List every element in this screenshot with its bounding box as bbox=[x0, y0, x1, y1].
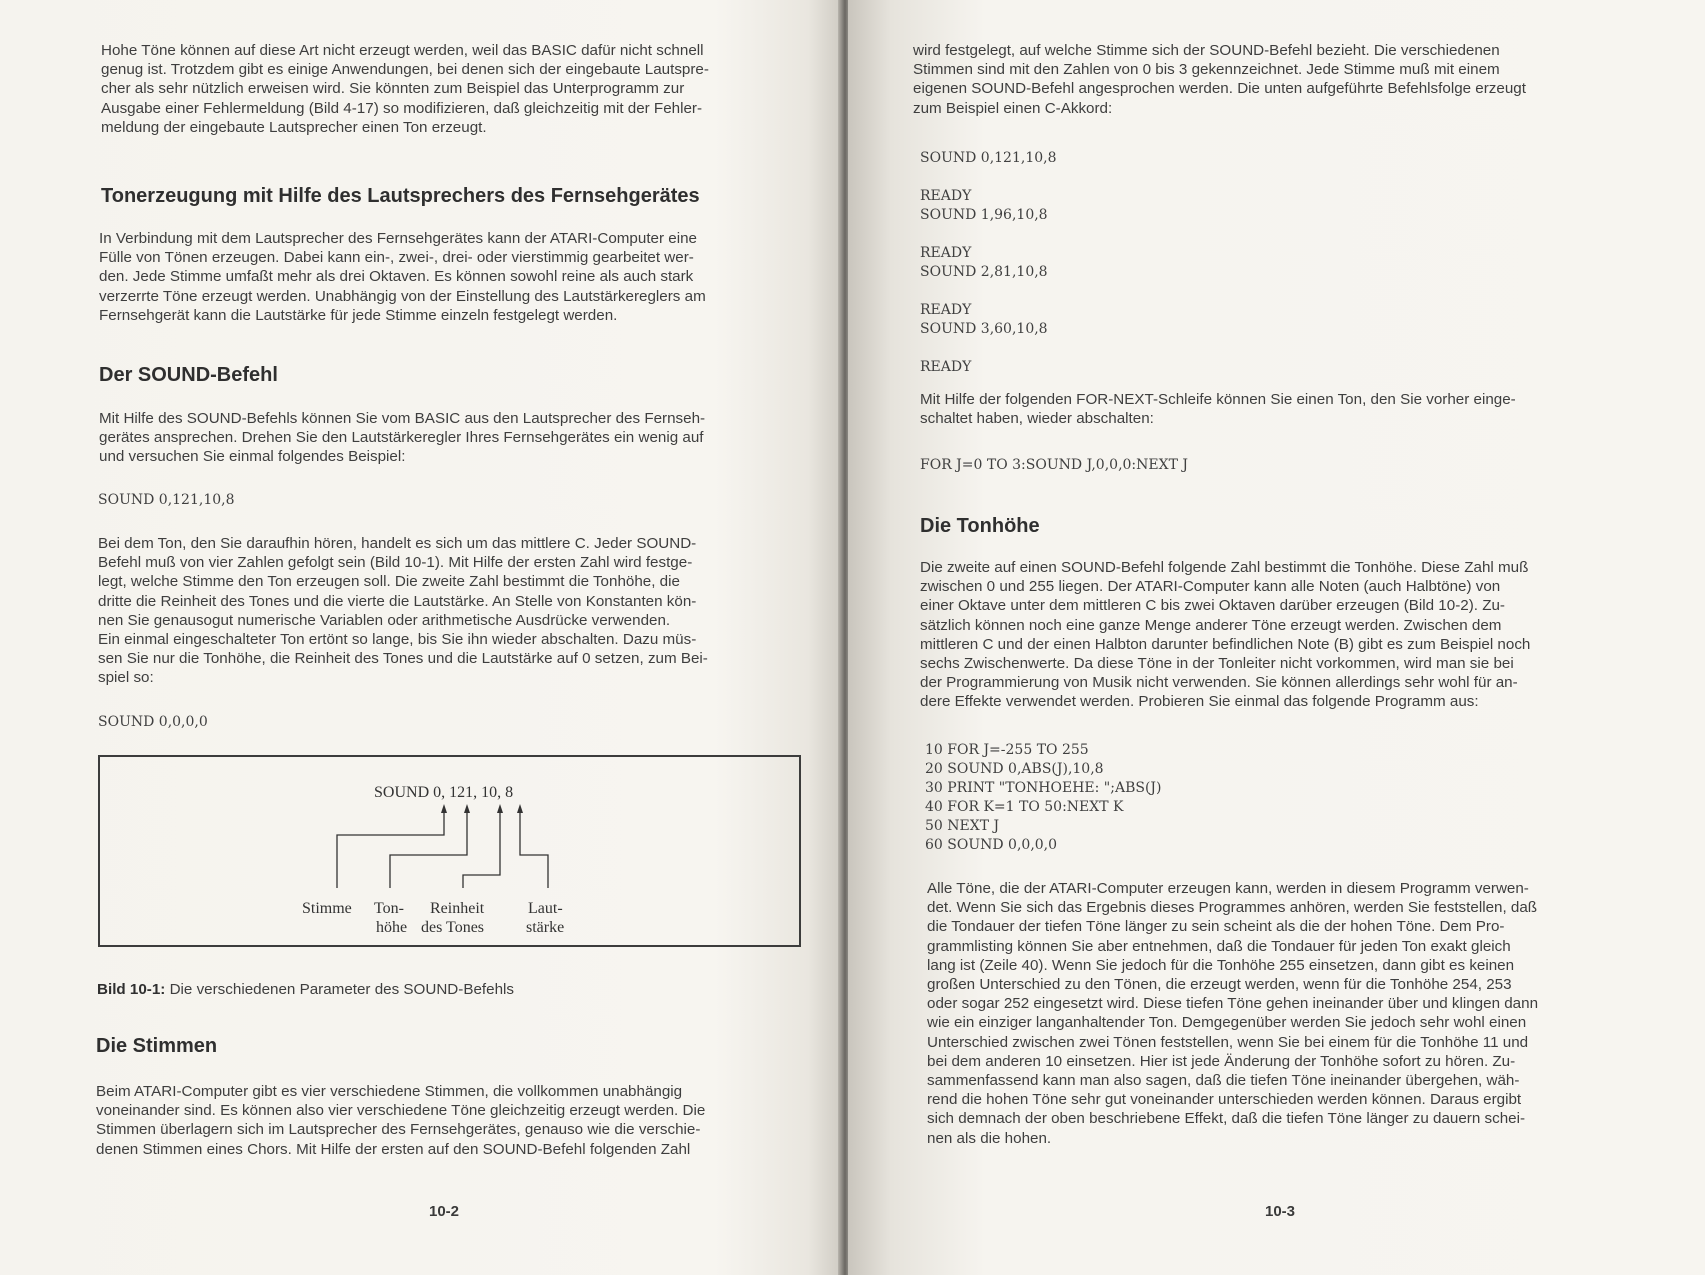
page-number-right: 10-3 bbox=[1265, 1203, 1296, 1220]
code-program-line: 30 PRINT "TONHOEHE: ";ABS(J) bbox=[925, 780, 1162, 796]
connector-reinheit bbox=[463, 810, 500, 888]
heading-voices: Die Stimmen bbox=[96, 1035, 218, 1057]
code-program-line: 10 FOR J=-255 TO 255 bbox=[925, 742, 1089, 758]
label-lautstaerke-line1: Laut- bbox=[528, 900, 563, 917]
right-page bbox=[848, 0, 1705, 1275]
voices-paragraph-block bbox=[96, 1082, 801, 1159]
code-example-2-block bbox=[98, 713, 208, 732]
intro-paragraph-block bbox=[101, 41, 806, 137]
code-fornext-block bbox=[920, 456, 1188, 475]
connector-lautstaerke bbox=[520, 810, 548, 888]
code-chord-line-2: SOUND 1,96,10,8 bbox=[920, 207, 1048, 223]
page-number-left: 10-2 bbox=[429, 1203, 460, 1220]
middle-c-paragraph-block bbox=[98, 534, 804, 688]
pitch-paragraph-block bbox=[920, 558, 1617, 712]
code-program-line: 60 SOUND 0,0,0,0 bbox=[925, 837, 1058, 853]
connector-tonhoehe bbox=[390, 810, 467, 888]
code-fornext: FOR J=0 TO 3:SOUND J,0,0,0:NEXT J bbox=[920, 457, 1188, 473]
code-chord-line-0: SOUND 0,121,10,8 bbox=[920, 150, 1057, 166]
sound-paragraph-block bbox=[99, 409, 805, 467]
middle-c-paragraph: Bei dem Ton, den Sie daraufhin hören, handelt es sich um das mittlere C. Jeder SOUND- Befehl muß von vier Zahlen gefolgt sein (Bild 10-1). Mit Hilfe der ersten Zahl wird festge- legt, welche Stimme den Ton erzeugen soll. Die zweite Zahl bestimmt die Tonhöhe, die dritte die Reinheit des Tones und die vierte die Lautstärke. An Stelle von Konstanten kön- nen Sie genausogut numerische Variablen oder arithmetische Ausdrücke verwenden. Ein einmal eingeschalteter Ton ertönt so lange, bis Sie ihn wieder abschalten. Dazu müs- sen Sie nur die Tonhöhe, die Reinheit des Tones und die Lautstärke auf 0 setzen, zum Bei- spiel so: bbox=[98, 535, 708, 687]
heading-stimmen-block bbox=[96, 1035, 217, 1058]
label-reinheit-line2: des Tones bbox=[421, 919, 485, 936]
figure-caption-label: Bild 10-1: bbox=[97, 981, 166, 998]
figure-sound-parameters bbox=[98, 755, 801, 947]
code-chord-line-1: READY bbox=[920, 188, 972, 204]
code-chord-block bbox=[920, 149, 1057, 377]
figure-caption bbox=[97, 981, 514, 998]
sound-paragraph: Mit Hilfe des SOUND-Befehls können Sie vom BASIC aus den Lautsprecher des Fernseh- gerätes ansprechen. Drehen Sie den Lautstärkeregler Ihres Fernsehgerätes ein wenig auf und versuchen Sie einmal folgendes Beispiel: bbox=[99, 410, 706, 466]
code-chord-line-3: READY bbox=[920, 245, 972, 261]
arrowhead-3 bbox=[497, 804, 503, 813]
label-lautstaerke-line2: stärke bbox=[526, 919, 565, 936]
code-example-1-block bbox=[98, 491, 235, 510]
figure-arrowheads bbox=[441, 804, 523, 813]
all-tones-paragraph-block bbox=[927, 879, 1627, 1148]
arrowhead-4 bbox=[517, 804, 523, 813]
figure-diagram bbox=[100, 757, 803, 949]
label-tonhoehe-line2: höhe bbox=[376, 919, 408, 936]
tv-paragraph-block bbox=[99, 229, 805, 325]
heading-tv-speaker: Tonerzeugung mit Hilfe des Lautsprechers des Fernsehgerätes bbox=[101, 185, 700, 207]
label-reinheit-line1: Reinheit bbox=[430, 900, 485, 917]
heading-pitch: Die Tonhöhe bbox=[920, 515, 1040, 537]
code-chord-line-7: READY bbox=[920, 359, 972, 375]
code-chord-line-4: SOUND 2,81,10,8 bbox=[920, 264, 1048, 280]
label-tonhoehe-line1: Ton- bbox=[374, 900, 404, 917]
figure-caption-text: Die verschiedenen Parameter des SOUND-Befehls bbox=[165, 981, 514, 998]
code-program-line: 50 NEXT J bbox=[925, 818, 1000, 834]
heading-tonhoehe-block bbox=[920, 515, 1040, 538]
pitch-paragraph: Die zweite auf einen SOUND-Befehl folgende Zahl bestimmt die Tonhöhe. Diese Zahl muß zwischen 0 und 255 liegen. Der ATARI-Computer kann alle Noten (auch Halbtöne) von einer Oktave unter dem mittleren C bis zwei Oktaven darüber erzeugen (Bild 10-2). Zu- sätzlich können noch eine ganze Menge anderer Töne erzeugt werden. Zwischen dem mittleren C und der einen Halbton darunter befindlichen Note (B) gibt es zum Beispiel noch sechs Zwischenwerte. Da diese Töne in der Tonleiter nicht vorkommen, wird man sie bei der Programmierung von Musik nicht verwenden. Sie können allerdings sehr wohl für an- dere Effekte verwendet werden. Probieren Sie einmal das folgende Programm aus: bbox=[920, 559, 1531, 711]
voices-paragraph: Beim ATARI-Computer gibt es vier verschiedene Stimmen, die vollkommen unabhängig voneinander sind. Es können also vier verschiedene Töne gleichzeitig erzeugt werden. Die Stimmen überlagern sich im Lautsprecher des Fernsehgerätes, genauso wie die verschie- denen Stimmen eines Chors. Mit Hilfe der ersten auf den SOUND-Befehl folgenden Zahl bbox=[96, 1083, 706, 1158]
code-program-line: 40 FOR K=1 TO 50:NEXT K bbox=[925, 799, 1124, 815]
label-stimme: Stimme bbox=[302, 900, 352, 917]
code-chord-line-6: SOUND 3,60,10,8 bbox=[920, 321, 1048, 337]
all-tones-paragraph: Alle Töne, die der ATARI-Computer erzeugen kann, werden in diesem Programm verwen- det. Wenn Sie sich das Ergebnis dieses Programmes anhören, werden Sie feststellen, daß die Tondauer der tiefen Töne länger zu sein scheint als die der hohen Töne. Dem Pro- grammlisting können Sie aber entnehmen, daß die Tondauer für jeden Ton exakt gleich lang ist (Zeile 40). Wenn Sie jedoch für die Tonhöhe 255 einsetzen, dann gibt es keinen großen Unterschied zu den Tönen, die erzeugt werden, wenn für die Tonhöhe 254, 253 oder sogar 252 eingesetzt wird. Diese tiefen Töne gehen ineinander über und klingen dann wie ein einziger langanhaltender Ton. Demgegenüber werden Sie jedoch sehr wohl einen Unterschied zwischen zwei Tönen feststellen, wenn Sie bei einem für die Tonhöhe 11 und bei dem anderen 10 einsetzen. Hier ist jede Änderung der Tonhöhe sofort zu hören. Zu- sammenfassend kann man also sagen, daß die tiefen Töne ineinander übergehen, wäh- rend die hohen Töne sehr gut voneinander unterschieden werden können. Daraus ergibt sich demnach der oben beschriebene Effekt, daß die tiefen Töne länger zu dauern schei- nen als die hohen. bbox=[927, 880, 1539, 1147]
code-program-block bbox=[925, 741, 1161, 855]
code-example-1: SOUND 0,121,10,8 bbox=[98, 492, 235, 508]
figure-connector-lines bbox=[337, 810, 548, 888]
arrowhead-2 bbox=[464, 804, 470, 813]
heading-sound-block bbox=[99, 364, 278, 387]
code-example-2: SOUND 0,0,0,0 bbox=[98, 714, 208, 730]
voices-cont-paragraph: wird festgelegt, auf welche Stimme sich der SOUND-Befehl bezieht. Die verschiedenen Stimmen sind mit den Zahlen von 0 bis 3 gekennzeichnet. Jede Stimme muß mit einem eigenen SOUND-Befehl angesprochen werden. Die unten aufgeführte Befehlsfolge erzeugt zum Beispiel einen C-Akkord: bbox=[913, 42, 1526, 117]
code-chord-line-5: READY bbox=[920, 302, 972, 318]
figure-command-text: SOUND 0, 121, 10, 8 bbox=[374, 784, 514, 801]
voices-cont-paragraph-block bbox=[913, 41, 1615, 118]
intro-paragraph: Hohe Töne können auf diese Art nicht erzeugt werden, weil das BASIC dafür nicht schnell genug ist. Trotzdem gibt es einige Anwendungen, bei denen sich der eingebaute Lautspre- cher als sehr nützlich erweisen wird. Sie könnten zum Beispiel das Unterprogramm zur Ausgabe einer Fehlermeldung (Bild 4-17) so modifizieren, daß gleichzeitig mit der Fehler- meldung der eingebaute Lautsprecher einen Ton erzeugt. bbox=[101, 42, 709, 136]
arrowhead-1 bbox=[441, 804, 447, 813]
tv-paragraph: In Verbindung mit dem Lautsprecher des Fernsehgerätes kann der ATARI-Computer eine Fülle von Tönen erzeugen. Dabei kann ein-, zwei-, drei- oder vierstimmig gearbeitet wer- den. Jede Stimme umfaßt mehr als drei Oktaven. Es können sowohl reine als auch stark verzerrte Töne erzeugt werden. Unabhängig von der Einstellung des Lautstärkereglers am Fernsehgerät kann die Lautstärke für jede Stimme einzeln festgelegt werden. bbox=[99, 230, 706, 324]
left-page bbox=[0, 0, 842, 1275]
fornext-paragraph: Mit Hilfe der folgenden FOR-NEXT-Schleife können Sie einen Ton, den Sie vorher einge- schaltet haben, wieder abschalten: bbox=[920, 391, 1516, 428]
code-program-line: 20 SOUND 0,ABS(J),10,8 bbox=[925, 761, 1104, 777]
fornext-paragraph-block bbox=[920, 390, 1617, 428]
heading-tv-block bbox=[101, 185, 700, 208]
heading-sound-command: Der SOUND-Befehl bbox=[99, 364, 278, 386]
